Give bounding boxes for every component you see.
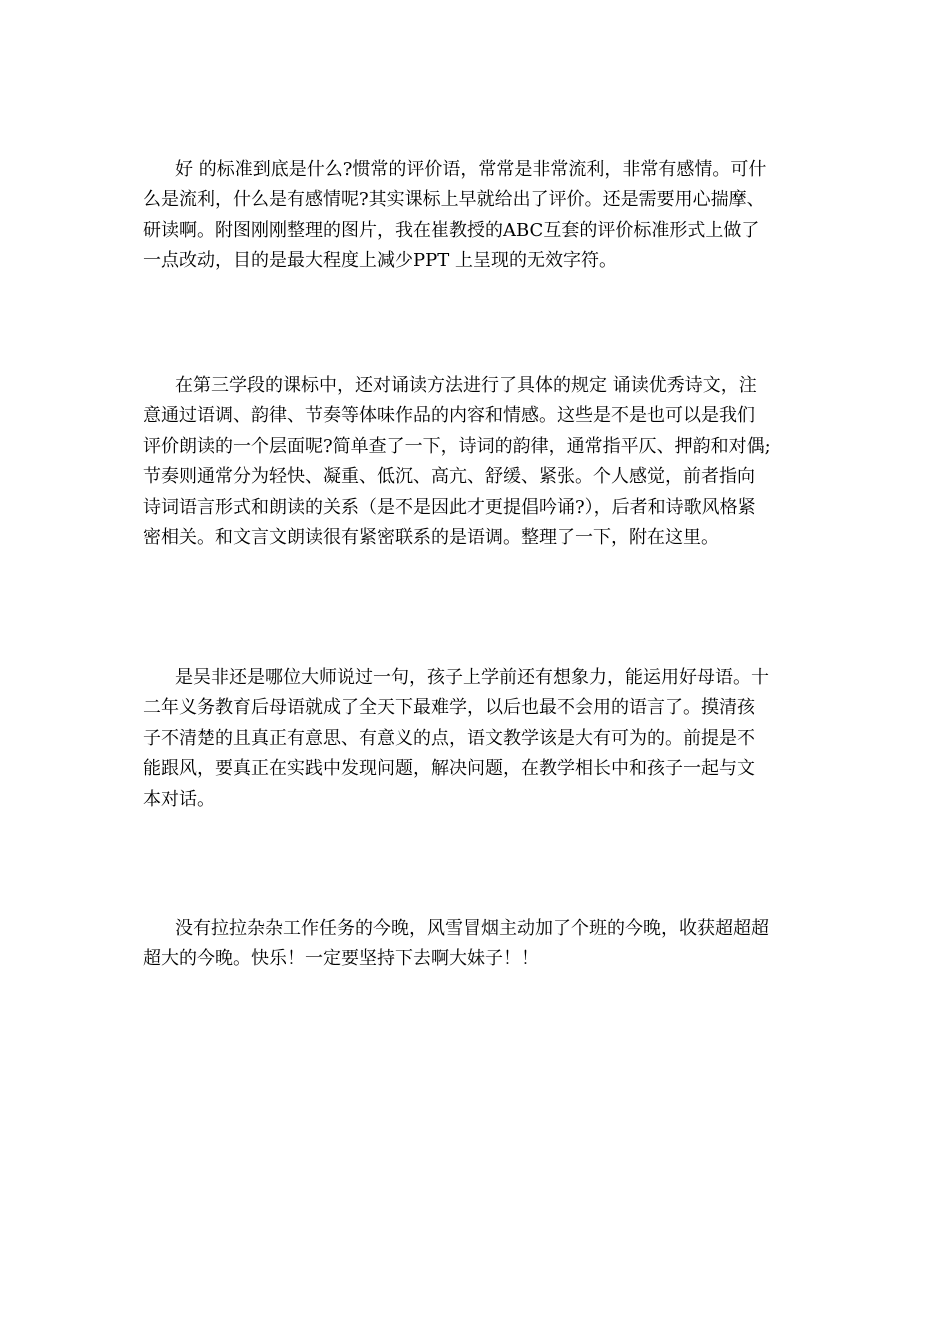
text-line: 一点改动，目的是最大程度上减少PPT 上呈现的无效字符。 [143,250,617,272]
text-line: 本对话。 [143,788,215,810]
text-line: 是吴非还是哪位大师说过一句，孩子上学前还有想象力，能运用好母语。十 [175,667,769,688]
text-line: 超大的今晚。快乐！一定要坚持下去啊大妹子！！ [143,948,539,970]
text-line: 节奏则通常分为轻快、凝重、低沉、高亢、舒缓、紧张。个人感觉，前者指向 [143,466,755,488]
text-line: 诗词语言形式和朗读的关系（是不是因此才更提倡吟诵?），后者和诗歌风格紧 [143,496,756,518]
text-line: 能跟风，要真正在实践中发现问题，解决问题，在教学相长中和孩子一起与文 [143,758,755,780]
text-line: 在第三学段的课标中，还对诵读方法进行了具体的规定 诵读优秀诗文，注 [175,375,757,396]
text-line: 二年义务教育后母语就成了全天下最难学，以后也最不会用的语言了。摸清孩 [143,697,755,719]
text-line: 好 的标准到底是什么?惯常的评价语，常常是非常流利，非常有感情。可什 [175,159,767,180]
text-line: 没有拉拉杂杂工作任务的今晚，风雪冒烟主动加了个班的今晚，收获超超超 [175,918,769,939]
paragraph-1 [143,155,813,277]
paragraph-3 [143,663,813,815]
text-line: 评价朗读的一个层面呢?简单查了一下，诗词的韵律，通常指平仄、押韵和对偶; [143,435,771,457]
paragraph-4 [143,914,813,975]
text-line: 密相关。和文言文朗读很有紧密联系的是语调。整理了一下，附在这里。 [143,526,719,548]
text-line: 么是流利，什么是有感情呢?其实课标上早就给出了评价。还是需要用心揣摩、 [143,189,765,211]
text-line: 研读啊。附图刚刚整理的图片，我在崔教授的ABC互套的评价标准形式上做了 [143,219,760,241]
paragraph-2 [143,371,813,553]
text-line: 子不清楚的且真正有意思、有意义的点，语文教学该是大有可为的。前提是不 [143,727,755,749]
text-line: 意通过语调、韵律、节奏等体味作品的内容和情感。这些是不是也可以是我们 [143,405,755,427]
